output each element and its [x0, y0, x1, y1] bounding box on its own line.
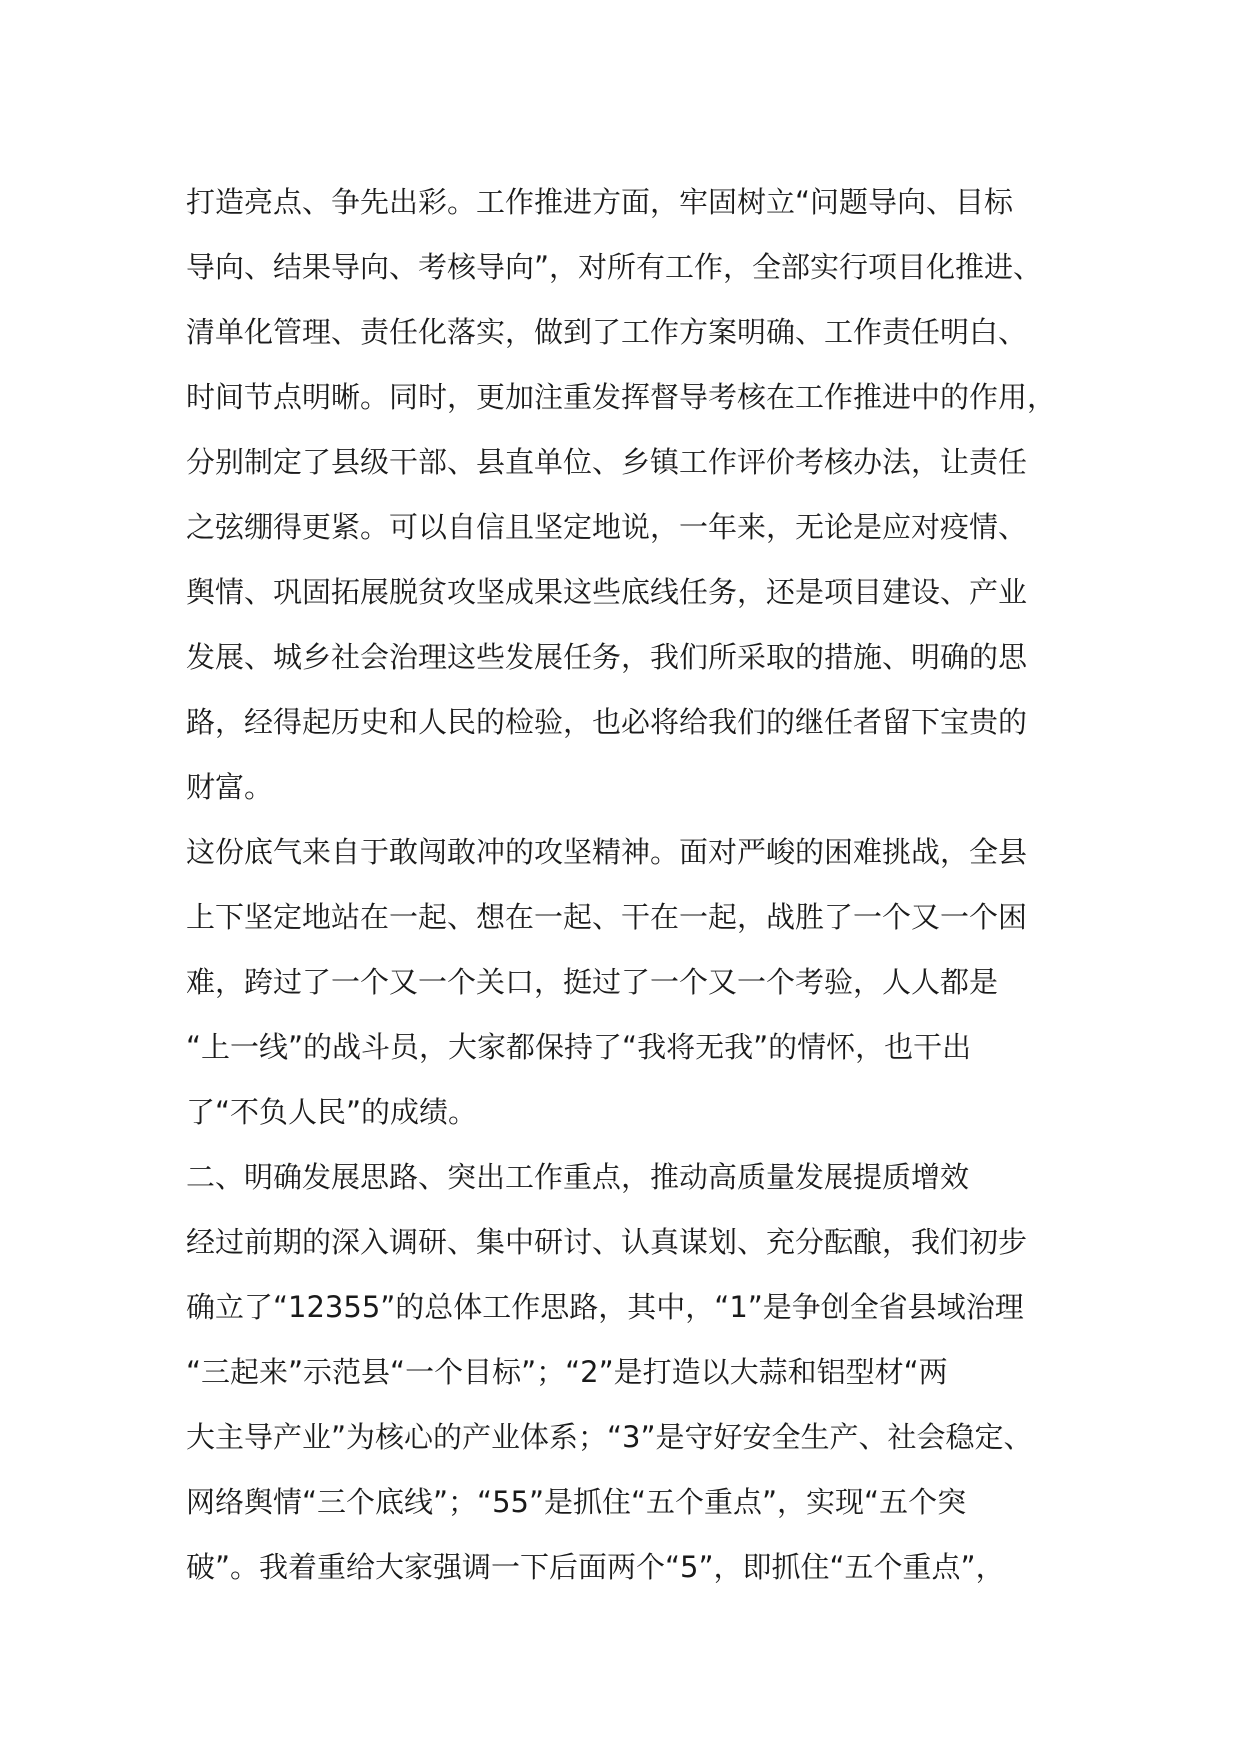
text-line: “上一线”的战斗员，大家都保持了“我将无我”的情怀，也干出	[186, 1030, 972, 1064]
text-line: 上下坚定地站在一起、想在一起、干在一起，战胜了一个又一个困	[186, 900, 1028, 934]
text-line: 发展、城乡社会治理这些发展任务，我们所采取的措施、明确的思	[186, 640, 1028, 674]
text-line: 了“不负人民”的成绩。	[186, 1095, 478, 1129]
text-line: 难，跨过了一个又一个关口，挺过了一个又一个考验，人人都是	[186, 965, 999, 999]
section-heading: 二、明确发展思路、突出工作重点，推动高质量发展提质增效	[186, 1160, 970, 1194]
text-line: 导向、结果导向、考核导向”，对所有工作，全部实行项目化推进、	[186, 250, 1043, 284]
text-line: 舆情、巩固拓展脱贫攻坚成果这些底线任务，还是项目建设、产业	[186, 575, 1028, 609]
text-line: 财富。	[186, 770, 274, 804]
text-line: 这份底气来自于敢闯敢冲的攻坚精神。面对严峻的困难挑战，全县	[186, 835, 1028, 869]
body-text	[186, 170, 1086, 1600]
text-line: 路，经得起历史和人民的检验，也必将给我们的继任者留下宝贵的	[186, 705, 1028, 739]
text-line: 清单化管理、责任化落实，做到了工作方案明确、工作责任明白、	[186, 315, 1028, 349]
text-line: 大主导产业”为核心的产业体系；“3”是守好安全生产、社会稳定、	[186, 1420, 1033, 1454]
text-line: 网络舆情“三个底线”；“55”是抓住“五个重点”，实现“五个突	[186, 1485, 967, 1519]
text-line: 经过前期的深入调研、集中研讨、认真谋划、充分酝酿，我们初步	[186, 1225, 1028, 1259]
text-line: “三起来”示范县“一个目标”；“2”是打造以大蒜和铝型材“两	[186, 1355, 948, 1389]
text-line: 时间节点明晰。同时，更加注重发挥督导考核在工作推进中的作用，	[186, 380, 1057, 414]
text-line: 之弦绷得更紧。可以自信且坚定地说，一年来，无论是应对疫情、	[186, 510, 1028, 544]
text-line: 分别制定了县级干部、县直单位、乡镇工作评价考核办法，让责任	[186, 445, 1028, 479]
text-line: 确立了“12355”的总体工作思路，其中，“1”是争创全省县域治理	[186, 1290, 1024, 1324]
text-line: 打造亮点、争先出彩。工作推进方面，牢固树立“问题导向、目标	[186, 185, 1014, 219]
text-line: 破”。我着重给大家强调一下后面两个“5”，即抓住“五个重点”，	[186, 1550, 1005, 1584]
